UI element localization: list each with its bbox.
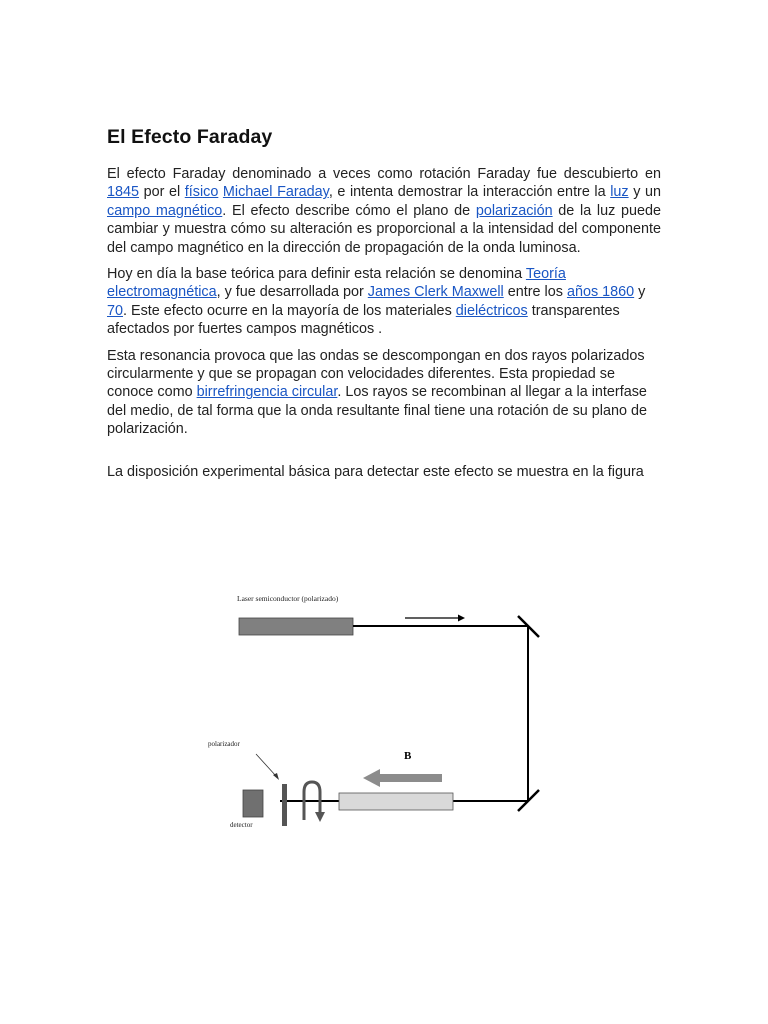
text-span: por el — [139, 184, 185, 201]
field-arrow-shaft — [380, 774, 442, 782]
text-span: . El efecto describe cómo el plano de — [222, 202, 476, 219]
link-dielectricos[interactable]: dieléctricos — [455, 302, 528, 319]
text-span: transparentes afectados por fuertes campos magnéticos . — [107, 302, 620, 338]
paragraph-theory — [107, 265, 661, 339]
field-label: B — [404, 750, 412, 762]
field-arrow-head — [363, 769, 380, 787]
link-1845[interactable]: 1845 — [107, 184, 140, 201]
link-michael-faraday[interactable]: Michael Faraday — [222, 184, 329, 201]
detector-body — [243, 790, 263, 817]
text-span: y un — [628, 184, 661, 201]
document-body — [107, 126, 661, 489]
page-title: El Efecto Faraday — [107, 126, 273, 148]
rotation-arrow-head — [315, 812, 325, 822]
link-fisico[interactable]: físico — [184, 184, 219, 201]
polarizer-pointer — [256, 754, 276, 776]
laser-body — [239, 618, 353, 635]
laser-label: Laser semiconductor (polarizado) — [237, 594, 339, 603]
text-span: y — [634, 284, 646, 301]
text-span: de la luz puede cambiar y muestra cómo su alteración es proporcional a la intensidad del componente del campo magnético en la dirección de propagación de la onda luminosa. — [107, 202, 661, 256]
link-birrefringencia-circular[interactable]: birrefringencia circular — [196, 384, 338, 401]
detector-label: detector — [230, 821, 253, 829]
text-span: , e intenta demostrar la interacción entre la — [328, 184, 611, 201]
link-campo-magnetico[interactable]: campo magnético — [107, 202, 223, 219]
experiment-figure — [200, 576, 570, 848]
text-span: Esta resonancia provoca que las ondas se descompongan en dos rayos polarizados circularmente y que se propagan con velocidades diferentes. Esta propiedad se conoce como — [107, 347, 645, 401]
link-polarizacion[interactable]: polarización — [475, 202, 553, 219]
experiment-diagram — [200, 576, 570, 848]
paragraph-figure-intro: La disposición experimental básica para detectar este efecto se muestra en la figura — [107, 463, 644, 480]
paragraph-resonance — [107, 347, 661, 439]
text-span: . Este efecto ocurre en la mayoría de los materiales — [123, 302, 456, 319]
text-span: El efecto Faraday denominado a veces como rotación Faraday fue descubierto en — [107, 166, 661, 182]
link-teoria-electromagnetica[interactable]: Teoría electromagnética — [107, 266, 566, 301]
top-arrow-head — [458, 615, 465, 622]
text-span: entre los — [503, 284, 567, 301]
paragraph-intro — [107, 165, 661, 257]
link-james-clerk-maxwell[interactable]: James Clerk Maxwell — [367, 284, 504, 301]
text-span: , y fue desarrollada por — [216, 284, 368, 301]
polarizer-plate — [282, 784, 287, 826]
link-luz[interactable]: luz — [610, 184, 629, 201]
polarizer-label: polarizador — [208, 740, 240, 748]
link-anos-1860[interactable]: años 1860 — [566, 284, 635, 301]
text-span: . Los rayos se recombinan al llegar a la interfase del medio, de tal forma que la onda resultante final tiene una rotación de su plano de polarización. — [107, 384, 648, 438]
link-70[interactable]: 70 — [107, 302, 124, 319]
faraday-sample — [339, 793, 453, 810]
text-span: Hoy en día la base teórica para definir esta relación se denomina — [107, 266, 526, 283]
